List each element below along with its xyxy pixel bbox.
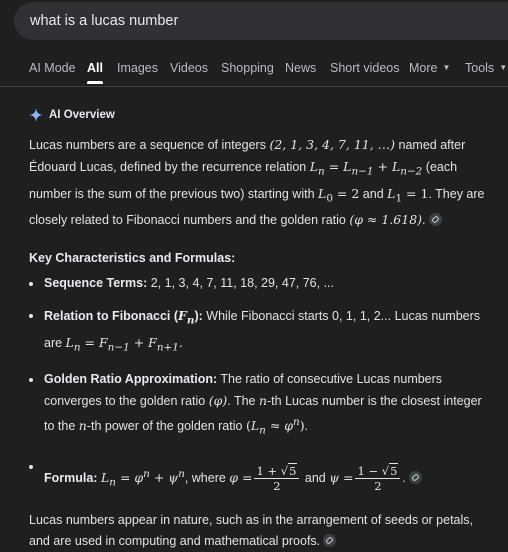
bullet-text: , where — [184, 470, 230, 485]
closing-paragraph — [29, 510, 489, 552]
tab-ai-mode[interactable]: AI Mode — [29, 61, 76, 75]
link-icon[interactable] — [409, 471, 422, 484]
intro-text: Lucas numbers are a sequence of integers — [29, 138, 270, 152]
intro-text: and — [359, 186, 388, 201]
tab-tools-label: Tools — [465, 61, 495, 75]
bullet-text: . — [304, 419, 309, 434]
bullet-text: and — [301, 470, 330, 485]
link-icon[interactable] — [323, 534, 336, 547]
tab-tools[interactable] — [465, 61, 507, 75]
intro-paragraph — [29, 134, 489, 231]
tab-short-videos[interactable]: Short videos — [330, 61, 400, 75]
intro-text: named after Édouard Lucas, defined by the recurrence relation — [29, 138, 466, 174]
intro-text: . They are closely related to Fibonacci numbers and the golden ratio — [29, 186, 485, 227]
n-math: n — [258, 393, 268, 408]
bullet-label: Formula: — [44, 470, 98, 485]
bullet-text: -th power of the golden ratio — [86, 419, 246, 434]
tabs-divider — [0, 86, 508, 87]
section-heading: Key Characteristics and Formulas: — [29, 251, 236, 265]
tab-videos[interactable]: Videos — [170, 61, 208, 75]
phi-math: φ = — [229, 469, 253, 485]
tab-news[interactable]: News — [285, 61, 317, 75]
bullet-text: . — [402, 470, 406, 485]
bullet-label: Golden Ratio Approximation: — [44, 372, 218, 386]
recurrence-math: $L_n = L_{n-1} + L_{n-2}$ — [309, 159, 423, 178]
bullet-text: While Fibonacci starts 0, 1, 1, 2... Lucas numbers are — [44, 309, 481, 350]
list-item — [29, 305, 489, 358]
chevron-down-icon: ▼ — [442, 63, 451, 72]
l1-math: $L_1 = 1$ — [387, 185, 429, 204]
phi-math: (φ ≈ 1.618) — [349, 212, 423, 227]
search-tabs — [0, 59, 508, 81]
search-query[interactable]: what is a lucas number — [30, 13, 179, 29]
ai-overview-content — [29, 134, 489, 552]
sparkle-icon — [29, 108, 43, 122]
closing-text: Lucas numbers appear in nature, such as in the arrangement of seeds or petals, and are used in computing and mathematical proofs. — [29, 513, 474, 549]
psi-fraction: $\frac{1 - √5}{2}$ — [355, 464, 400, 493]
list-item — [29, 456, 489, 501]
tab-all[interactable]: All — [87, 61, 103, 75]
bullet-label: Sequence Terms: — [44, 276, 148, 290]
l0-math: $L_0 = 2$ — [318, 185, 360, 204]
approx-math: $(L_n \approx \varphi^n)$ — [245, 416, 305, 437]
phi-fraction: $\frac{1 + √5}{2}$ — [254, 464, 299, 493]
bullet-text: -th Lucas number is the closest integer to the — [44, 394, 482, 434]
tab-more-label: More — [409, 61, 438, 75]
psi-math: ψ = — [329, 469, 354, 485]
sequence-math: (2, 1, 3, 4, 7, 11, …) — [269, 137, 396, 152]
bullet-text: 2, 1, 3, 4, 7, 11, 18, 29, 47, 76, ... — [147, 276, 334, 290]
bullet-text: . The — [227, 394, 259, 408]
phi-math: (φ) — [208, 393, 228, 408]
ai-overview-title: AI Overview — [49, 109, 115, 121]
bullet-text: The ratio of consecutive Lucas numbers converges to the golden ratio — [44, 372, 443, 408]
tab-shopping[interactable]: Shopping — [221, 61, 274, 75]
n-math: n — [78, 418, 87, 434]
tab-images[interactable]: Images — [117, 61, 158, 75]
list-item — [29, 273, 489, 294]
formula-math: $L_n = \varphi^n + \psi^n$ — [100, 467, 185, 489]
tab-more[interactable] — [409, 61, 450, 75]
bullet-label: Relation to Fibonacci $(F_n)$: — [44, 308, 203, 327]
list-item — [29, 369, 489, 442]
ai-overview-header — [29, 108, 115, 122]
fibonacci-relation-math: $L_n = F_{n-1} + F_{n+1}$. — [65, 334, 183, 353]
link-icon[interactable] — [429, 213, 442, 226]
chevron-down-icon: ▼ — [499, 63, 508, 72]
characteristics-list — [29, 273, 489, 500]
search-bar[interactable] — [14, 2, 508, 40]
intro-text: (each number is the sum of the previous two) starting with — [29, 160, 458, 201]
intro-text: . — [422, 213, 426, 227]
